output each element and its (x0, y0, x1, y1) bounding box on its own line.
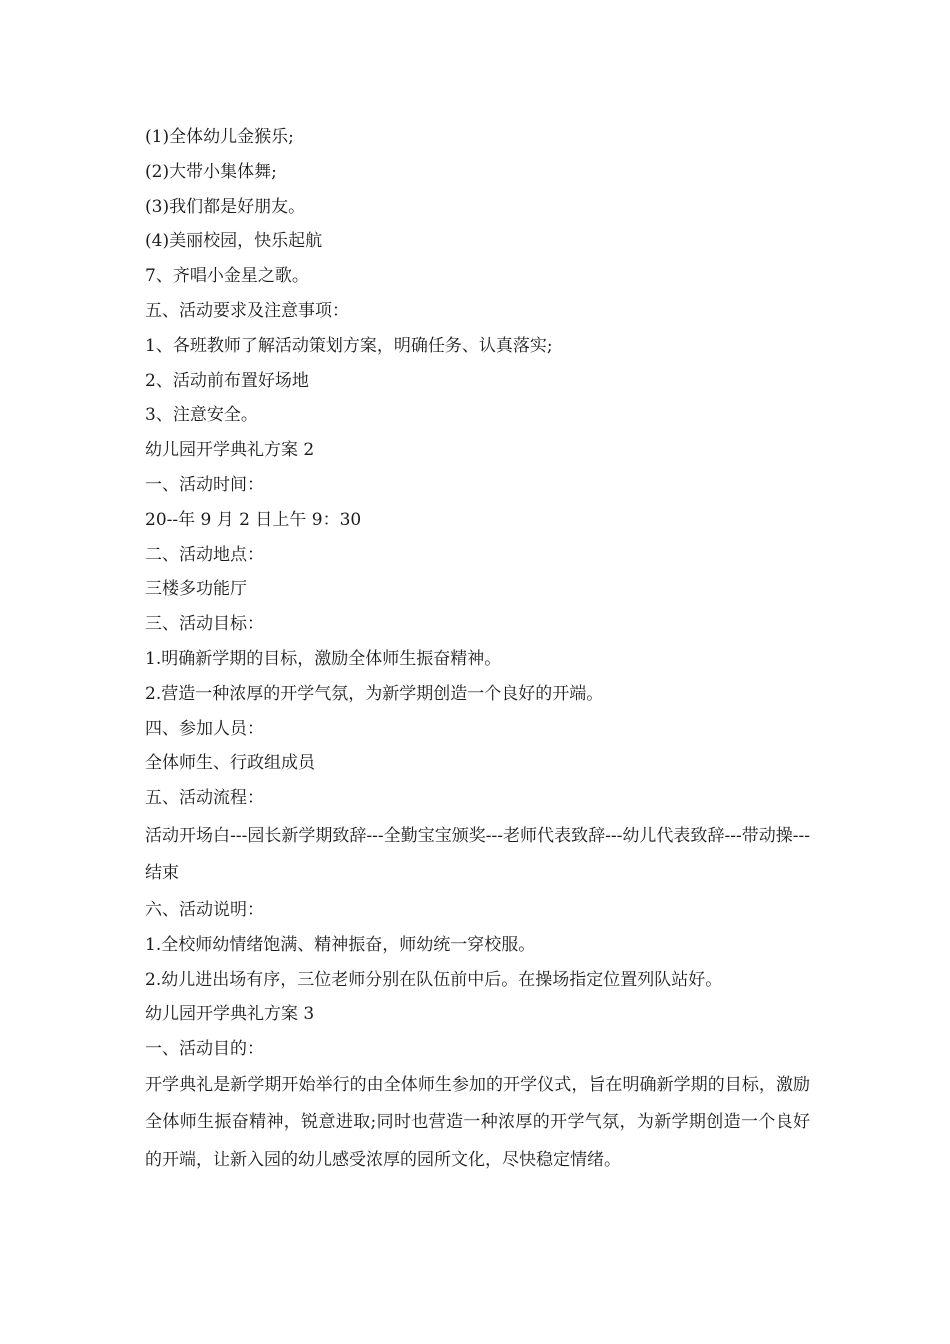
text-line: 20--年 9 月 2 日上午 9：30 (145, 509, 362, 530)
text-line: 1.全校师幼情绪饱满、精神振奋，师幼统一穿校服。 (145, 934, 536, 955)
text-line: 2.幼儿进出场有序，三位老师分别在队伍前中后。在操场指定位置列队站好。 (145, 969, 723, 990)
section-heading: 五、活动要求及注意事项： (145, 300, 349, 321)
section-heading: 六、活动说明： (145, 899, 264, 920)
document-body (145, 120, 810, 1179)
closing-paragraph: 开学典礼是新学期开始举行的由全体师生参加的开学仪式，旨在明确新学期的目标，激励全体师生振奋精神，锐意进取;同时也营造一种浓厚的开学气氛，为新学期创造一个良好的开端，让新入园的幼儿感受浓厚的园所文化，尽快稳定情绪。 (145, 1074, 810, 1170)
text-line: 2、活动前布置好场地 (145, 370, 309, 391)
text-line: 三楼多功能厅 (145, 579, 247, 600)
flow-paragraph: 活动开场白---园长新学期致辞---全勤宝宝颁奖---老师代表致辞---幼儿代表致辞---带动操---结束 (145, 825, 810, 884)
section-heading: 一、活动目的： (145, 1039, 264, 1060)
text-line: 3、注意安全。 (145, 405, 258, 426)
text-line: (1)全体幼儿金猴乐; (145, 127, 294, 147)
text-line: (2)大带小集体舞; (145, 161, 277, 182)
section-heading: 三、活动目标： (145, 614, 264, 635)
text-line: (3)我们都是好朋友。 (145, 196, 306, 217)
section-heading: 四、参加人员： (145, 718, 264, 739)
text-line: 2.营造一种浓厚的开学气氛，为新学期创造一个良好的开端。 (145, 683, 604, 704)
text-line: 1.明确新学期的目标，激励全体师生振奋精神。 (145, 648, 502, 669)
section-heading: 五、活动流程： (145, 788, 264, 809)
section-heading: 一、活动时间： (145, 474, 264, 495)
document-title: 幼儿园开学典礼方案 3 (145, 1004, 315, 1025)
text-line: 7、齐唱小金星之歌。 (145, 266, 309, 287)
text-line: 1、各班教师了解活动策划方案，明确任务、认真落实; (145, 335, 553, 356)
text-line: (4)美丽校园，快乐起航 (145, 231, 323, 252)
section-heading: 二、活动地点： (145, 544, 264, 565)
text-line: 全体师生、行政组成员 (145, 753, 315, 774)
document-title: 幼儿园开学典礼方案 2 (145, 440, 315, 461)
